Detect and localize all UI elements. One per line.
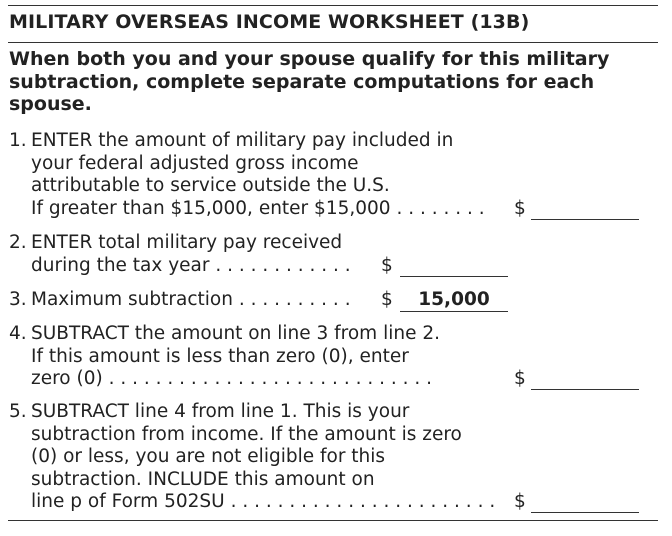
line-text: SUBTRACT line 4 from line 1. This is your bbox=[31, 401, 410, 422]
line-2-dollar: $ bbox=[381, 255, 393, 276]
line-number: 3. bbox=[9, 289, 27, 310]
line-number: 5. bbox=[9, 401, 27, 422]
line-4-dollar: $ bbox=[514, 368, 526, 389]
line-3-amount: 15,000 bbox=[400, 289, 508, 312]
top-rule bbox=[8, 5, 658, 6]
worksheet-title: MILITARY OVERSEAS INCOME WORKSHEET (13B) bbox=[9, 11, 530, 33]
dot-leader: . . . . . . . . . . . . . . . . . . . . . . . . . . . . bbox=[108, 368, 433, 390]
line-text: Maximum subtraction bbox=[31, 289, 233, 310]
dot-leader: . . . . . . . . . . . . bbox=[215, 254, 351, 276]
line-text: If greater than $15,000, enter $15,000 bbox=[31, 197, 391, 219]
line-4-amount-field[interactable] bbox=[531, 369, 639, 390]
line-text: subtraction. INCLUDE this amount on bbox=[31, 468, 375, 490]
line-text: subtraction from income. If the amount is zero bbox=[31, 423, 462, 445]
line-5-amount-field[interactable] bbox=[531, 492, 639, 513]
line-number: 1. bbox=[9, 130, 27, 151]
line-number: 4. bbox=[9, 323, 27, 344]
line-text: SUBTRACT the amount on line 3 from line 2. bbox=[31, 323, 441, 344]
line-text: line p of Form 502SU bbox=[31, 491, 225, 513]
line-4 bbox=[9, 323, 440, 391]
line-5-dollar: $ bbox=[514, 491, 526, 512]
line-text: (0) or less, you are not eligible for this bbox=[31, 446, 386, 468]
line-2 bbox=[9, 232, 351, 277]
line-3-dollar: $ bbox=[381, 289, 393, 310]
line-text: zero (0) bbox=[31, 368, 103, 390]
line-text: attributable to service outside the U.S. bbox=[31, 175, 390, 197]
line-text: ENTER the amount of military pay included in bbox=[31, 130, 454, 151]
dot-leader: . . . . . . . . bbox=[396, 197, 485, 219]
line-number: 2. bbox=[9, 232, 27, 253]
line-text: If this amount is less than zero (0), enter bbox=[31, 345, 409, 367]
dot-leader: . . . . . . . . . . bbox=[238, 289, 351, 310]
line-1-amount-field[interactable] bbox=[531, 199, 639, 220]
line-1 bbox=[9, 130, 485, 220]
dot-leader: . . . . . . . . . . . . . . . . . . . . . . . bbox=[230, 491, 496, 513]
line-2-amount-field[interactable] bbox=[400, 256, 508, 277]
title-rule bbox=[8, 42, 658, 43]
line-1-dollar: $ bbox=[514, 198, 526, 219]
line-5 bbox=[9, 401, 495, 514]
intro-text: When both you and your spouse qualify for this military subtraction, complete separate computations for each spouse. bbox=[9, 48, 610, 115]
line-text: your federal adjusted gross income bbox=[31, 152, 359, 174]
bottom-rule bbox=[8, 520, 658, 521]
line-3 bbox=[9, 289, 351, 312]
line-text: during the tax year bbox=[31, 254, 210, 276]
line-text: ENTER total military pay received bbox=[31, 232, 343, 253]
